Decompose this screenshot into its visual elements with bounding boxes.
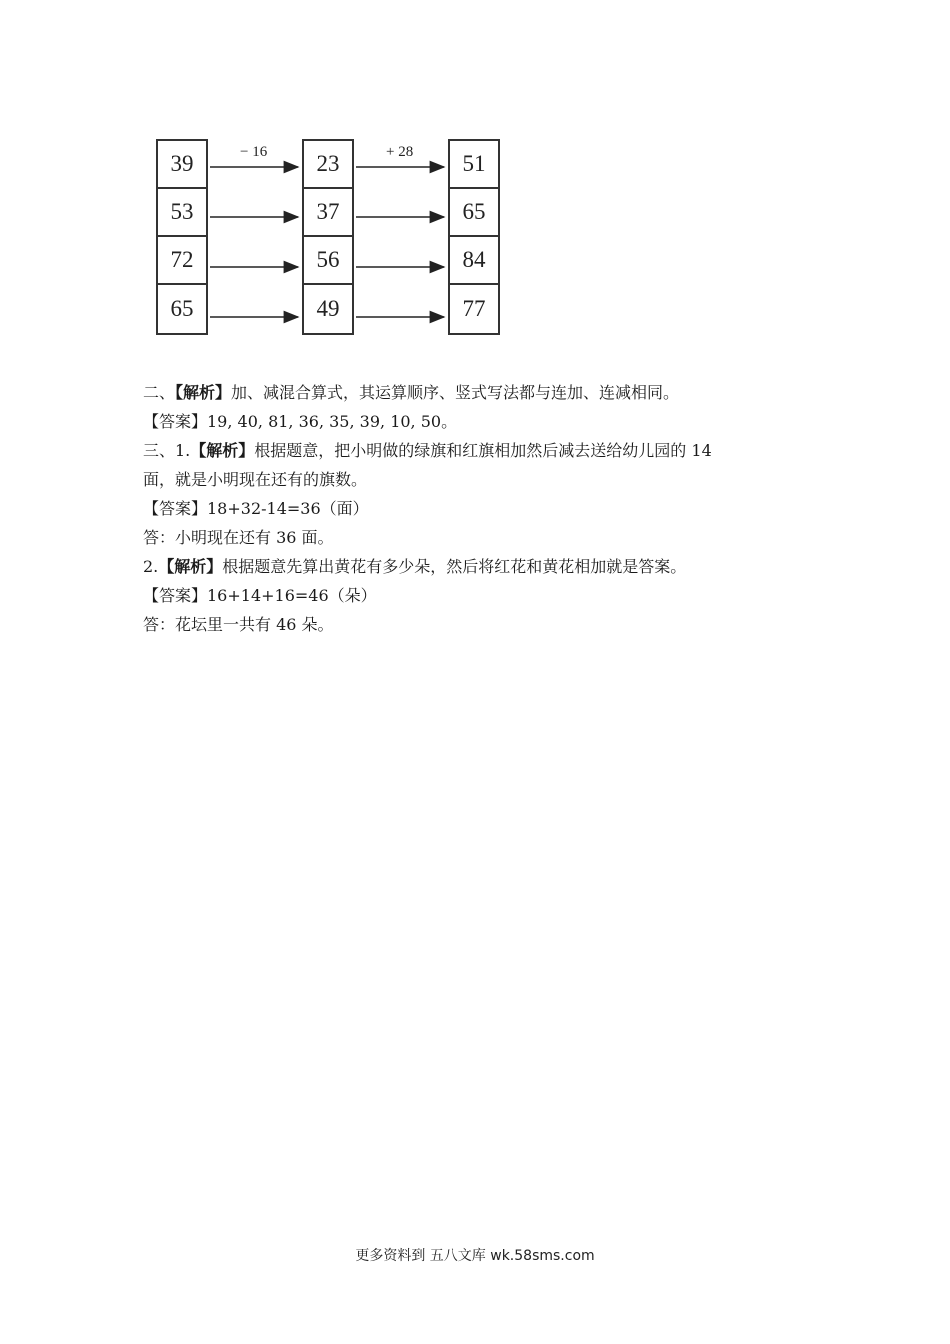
line-q2-answer: 【答案】16+14+16=46（朵） (143, 586, 377, 605)
line-section3-analysis (143, 436, 823, 465)
op-plus-28: + 28 (386, 144, 414, 160)
cell: 37 (304, 189, 352, 237)
section-number: 二、 (143, 383, 176, 402)
cell: 84 (450, 237, 498, 285)
column-middle (302, 139, 354, 335)
question-number: 2. (143, 557, 159, 576)
answer-text (143, 378, 823, 639)
line-section2-answer: 【答案】19, 40, 81, 36, 35, 39, 10, 50。 (143, 412, 458, 431)
cell: 72 (158, 237, 206, 285)
op-minus-16: − 16 (240, 144, 268, 160)
line-q2-analysis (143, 552, 823, 581)
column-end (448, 139, 500, 335)
cell: 51 (450, 141, 498, 189)
analysis-tag: 【解析】 (175, 383, 232, 402)
cell: 39 (158, 141, 206, 189)
line-section3-analysis-cont: 面，就是小明现在还有的旗数。 (143, 470, 368, 489)
cell: 53 (158, 189, 206, 237)
analysis-body: 根据题意，把小明做的绿旗和红旗相加然后减去送给幼儿园的 14 (254, 441, 712, 460)
line-section2-analysis (143, 378, 823, 407)
line-section3-answer: 【答案】18+32-14=36（面） (143, 499, 369, 518)
cell: 56 (304, 237, 352, 285)
cell: 65 (450, 189, 498, 237)
analysis-tag: 【解析】 (158, 557, 223, 576)
column-start (156, 139, 208, 335)
analysis-tag: 【解析】 (190, 441, 255, 460)
section-number: 三、1. (143, 441, 191, 460)
line-q2-reply: 答：花坛里一共有 46 朵。 (143, 615, 334, 634)
line-section3-reply: 答：小明现在还有 36 面。 (143, 528, 334, 547)
analysis-body: 根据题意先算出黄花有多少朵，然后将红花和黄花相加就是答案。 (222, 557, 687, 576)
cell: 23 (304, 141, 352, 189)
cell: 77 (462, 296, 486, 321)
number-flow-diagram (150, 134, 510, 344)
cell: 49 (316, 296, 340, 321)
footer-link[interactable]: 更多资料到 五八文库 wk.58sms.com (355, 1248, 595, 1264)
analysis-body: 加、减混合算式，其运算顺序、竖式写法都与连加、连减相同。 (231, 383, 680, 402)
cell: 65 (170, 296, 194, 321)
